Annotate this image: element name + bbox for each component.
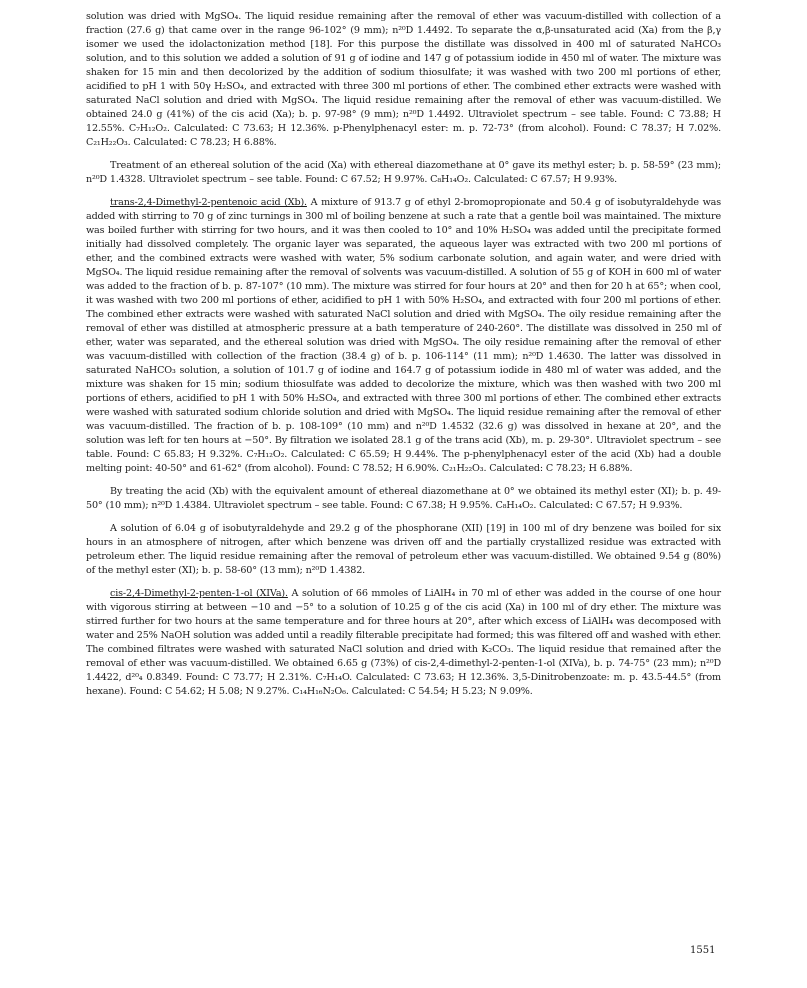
paragraph-cis-alcohol-xiva: [86, 587, 721, 699]
paragraph-methyl-ester-xi: By treating the acid (Xb) with the equivalent amount of ethereal diazomethane at 0° we obtained its methyl ester (XI); b. p. 49-50° (10 mm); n²⁰D 1.4384. Ultraviolet spectrum – see table. Found: C 67.38; H 9.95%. C₈H₁₄O₂. Calculated: C 67.57; H 9.93%.: [86, 486, 721, 511]
paragraph-text: A solution of 66 mmoles of LiAlH₄ in 70 ml of ether was added in the course of one hour with vigorous stirring at between −10 and −5° to a solution of 10.25 g of the cis acid (Xa) in 100 ml of dry ether. The mixture was stirred further for two hours at the same temperature and for three hours at 20°, after which excess of LiAlH₄ was decomposed with water and 25% NaOH solution was added until a readily filterable precipitate had formed; this was filtered off and washed with ether. The combined filtrates were washed with saturated NaCl solution and dried with K₂CO₃. The liquid residue that remained after the removal of ether was vacuum-distilled. We obtained 6.65 g (73%) of cis-2,4-dimethyl-2-penten-1-ol (XIVa), b. p. 74-75° (23 mm); n²⁰D 1.4422, d²⁰₄ 0.8349. Found: C 73.77; H 2.31%. C₇H₁₄O. Calculated: C 73.63; H 12.36%. 3,5-Dinitrobenzoate: m. p. 43.5-44.5° (from hexane). Found: C 54.62; H 5.08; N 9.27%. C₁₄H₁₆N₂O₆. Calculated: C 54.54; H 5.23; N 9.09%.: [86, 588, 721, 697]
page-number: 1551: [690, 945, 716, 956]
section-heading-cis-alcohol: cis-2,4-Dimethyl-2-penten-1-ol (XIVa).: [110, 588, 288, 599]
paragraph-phosphorane-route: A solution of 6.04 g of isobutyraldehyde and 29.2 g of the phosphorane (XII) [19] in 100 ml of dry benzene was boiled for six hours in an atmosphere of nitrogen, after which benzene was driven off and the partially crystallized residue was extracted with petroleum ether. The liquid residue remaining after the removal of petroleum ether was vacuum-distilled. We obtained 9.54 g (80%) of the methyl ester (XI); b. p. 58-60° (13 mm); n²⁰D 1.4382.: [86, 523, 721, 576]
paragraph-text: A mixture of 913.7 g of ethyl 2-bromopropionate and 50.4 g of isobutyraldehyde was added with stirring to 70 g of zinc turnings in 300 ml of boiling benzene at such a rate that a gentle boil was maintained. The mixture was boiled further with stirring for two hours, and it was then cooled to 10° and 10% H₂SO₄ was added until the precipitate formed initially had dissolved completely. The organic layer was separated, the aqueous layer was extracted with two 200 ml portions of ether, and the combined extracts were washed with water, 5% sodium carbonate solution, and again water, and were dried with MgSO₄. The liquid residue remaining after the removal of solvents was vacuum-distilled. A solution of 55 g of KOH in 600 ml of water was added to the fraction of b. p. 87-107° (10 mm). The mixture was stirred for four hours at 20° and then for 20 h at 65°; when cool, it was washed with two 200 ml portions of ether, acidified to pH 1 with 50% H₂SO₄, and extracted with four 200 ml portions of ether. The combined ether extracts were washed with saturated NaCl solution and dried with MgSO₄. The oily residue remaining after the removal of ether was distilled at atmospheric pressure at a bath temperature of 240-260°. The distillate was dissolved in 250 ml of ether, water was separated, and the ethereal solution was dried with MgSO₄. The oily residue remaining after the removal of ether was vacuum-distilled with collection of the fraction (38.4 g) of b. p. 106-114° (11 mm); n²⁰D 1.4630. The latter was dissolved in saturated NaHCO₃ solution, a solution of 101.7 g of iodine and 164.7 g of potassium iodide in 480 ml of water was added, and the mixture was shaken for 15 min; sodium thiosulfate was added to decolorize the mixture, which was then washed with two 200 ml portions of ethers, acidified to pH 1 with 50% H₂SO₄, and extracted with three 300 ml portions of ether. The combined ether extracts were washed with saturated sodium chloride solution and dried with MgSO₄. The liquid residue remaining after the removal of ether was vacuum-distilled. The fraction of b. p. 108-109° (10 mm) and n²⁰D 1.4532 (32.6 g) was dissolved in hexane at 20°, and the solution was left for ten hours at −50°. By filtration we isolated 28.1 g of the trans acid (Xb), m. p. 29-30°. Ultraviolet spectrum – see table. Found: C 65.83; H 9.32%. C₇H₁₂O₂. Calculated: C 65.59; H 9.44%. The p-phenylphenacyl ester of the acid (Xb) had a double melting point: 40-50° and 61-62° (from alcohol). Found: C 78.52; H 6.90%. C₂₁H₂₂O₃. Calculated: C 78.23; H 6.88%.: [86, 197, 721, 474]
paragraph-trans-acid-xb: [86, 196, 721, 476]
article-body: [86, 10, 721, 708]
section-heading-trans-acid: trans-2,4-Dimethyl-2-pentenoic acid (Xb).: [110, 197, 307, 208]
paragraph-methyl-ester-xa: Treatment of an ethereal solution of the acid (Xa) with ethereal diazomethane at 0° gave its methyl ester; b. p. 58-59° (23 mm); n²⁰D 1.4328. Ultraviolet spectrum – see table. Found: C 67.52; H 9.97%. C₈H₁₄O₂. Calculated: C 67.57; H 9.93%.: [86, 160, 721, 185]
paragraph-workup-cis-acid: solution was dried with MgSO₄. The liquid residue remaining after the removal of ether was vacuum-distilled with collection of a fraction (27.6 g) that came over in the range 96-102° (9 mm); n²⁰D 1.4492. To separate the α,β-unsaturated acid (Xa) from the β,γ isomer we used the idolactonization method [18]. For this purpose the distillate was dissolved in 400 ml of saturated NaHCO₃ solution, and to this solution we added a solution of 91 g of iodine and 147 g of potassium iodide in 450 ml of water. The mixture was shaken for 15 min and then decolorized by the addition of sodium thiosulfate; it was washed with two 200 ml portions of ether, acidified to pH 1 with 50γ H₂SO₄, and extracted with three 300 ml portions of ether. The combined ether extracts were washed with saturated NaCl solution and dried with MgSO₄. The liquid residue remaining after the removal of ether was vacuum-distilled. We obtained 24.0 g (41%) of the cis acid (Xa); b. p. 97-98° (9 mm); n²⁰D 1.4492. Ultraviolet spectrum – see table. Found: C 73.88; H 12.55%. C₇H₁₂O₂. Calculated: C 73.63; H 12.36%. p-Phenylphenacyl ester: m. p. 72-73° (from alcohol). Found: C 78.37; H 7.02%. C₂₁H₂₂O₃. Calculated: C 78.23; H 6.88%.: [86, 11, 721, 148]
